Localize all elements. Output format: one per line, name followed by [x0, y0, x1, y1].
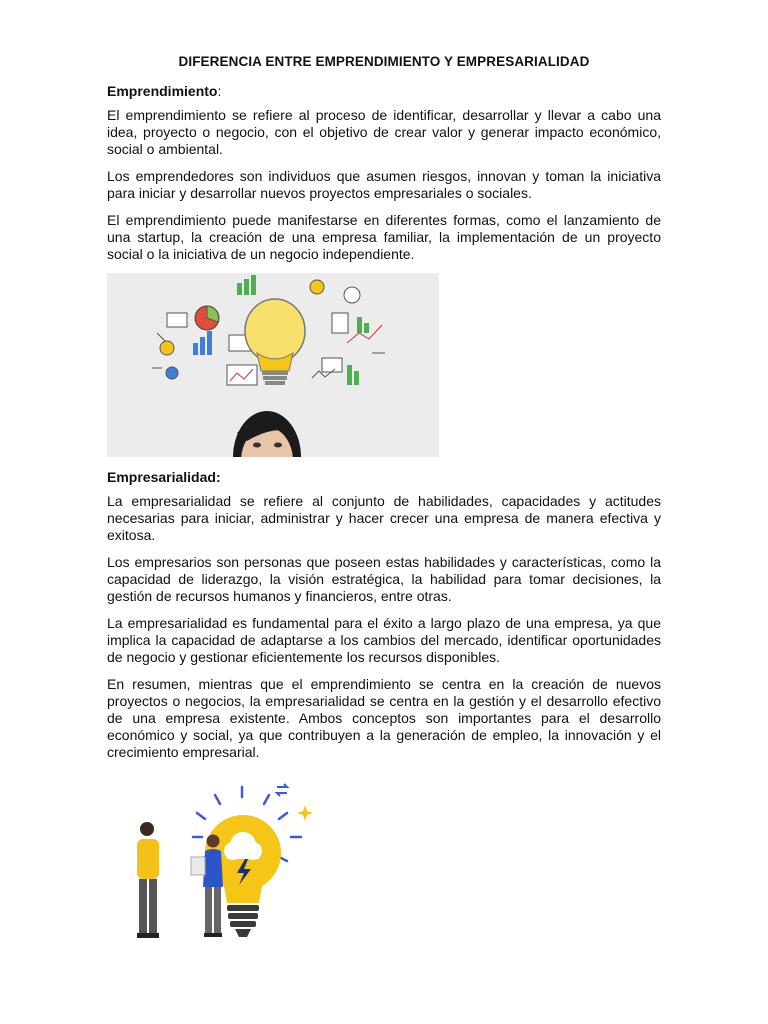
section-heading-emprendimiento	[107, 83, 661, 99]
paragraph: El emprendimiento puede manifestarse en diferentes formas, como el lanzamiento de una startup, la creación de una empresa familiar, la implementación de un proyecto social o la iniciativa de un negocio independiente.	[107, 212, 661, 262]
heading-text: Emprendimiento	[107, 83, 218, 99]
document-page	[107, 54, 661, 955]
heading-text: Empresarialidad:	[107, 469, 221, 485]
paragraph: Los empresarios son personas que poseen estas habilidades y características, como la capacidad de liderazgo, la visión estratégica, la habilidad para tomar decisiones, la gestión de recursos humanos y financieros, entre otras.	[107, 554, 661, 604]
business-idea-illustration	[127, 775, 357, 955]
idea-bulb-illustration	[107, 273, 439, 457]
lightbulb-ideas-image	[107, 273, 439, 457]
section-heading-empresarialidad	[107, 469, 661, 485]
paragraph: Los emprendedores son individuos que asumen riesgos, innovan y toman la iniciativa para iniciar y desarrollar nuevos proyectos empresariales o sociales.	[107, 168, 661, 201]
document-title: DIFERENCIA ENTRE EMPRENDIMIENTO Y EMPRESARIALIDAD	[178, 54, 590, 69]
people-lightbulb-image	[127, 775, 357, 955]
heading-colon: :	[217, 83, 222, 99]
paragraph: La empresarialidad se refiere al conjunto de habilidades, capacidades y actitudes necesarias para iniciar, administrar y hacer crecer una empresa de manera efectiva y exitosa.	[107, 493, 661, 543]
paragraph: El emprendimiento se refiere al proceso de identificar, desarrollar y llevar a cabo una idea, proyecto o negocio, con el objetivo de crear valor y generar impacto económico, social o ambiental.	[107, 107, 661, 157]
paragraph: La empresarialidad es fundamental para el éxito a largo plazo de una empresa, ya que implica la capacidad de adaptarse a los cambios del mercado, identificar oportunidades de negocio y gestionar eficientemente los recursos disponibles.	[107, 615, 661, 665]
paragraph: En resumen, mientras que el emprendimiento se centra en la creación de nuevos proyectos o negocios, la empresarialidad se centra en la gestión y el desarrollo efectivo de una empresa existente. Ambos conceptos son importantes para el desarrollo económico y social, ya que contribuyen a la generación de empleo, la innovación y el crecimiento empresarial.	[107, 676, 661, 760]
